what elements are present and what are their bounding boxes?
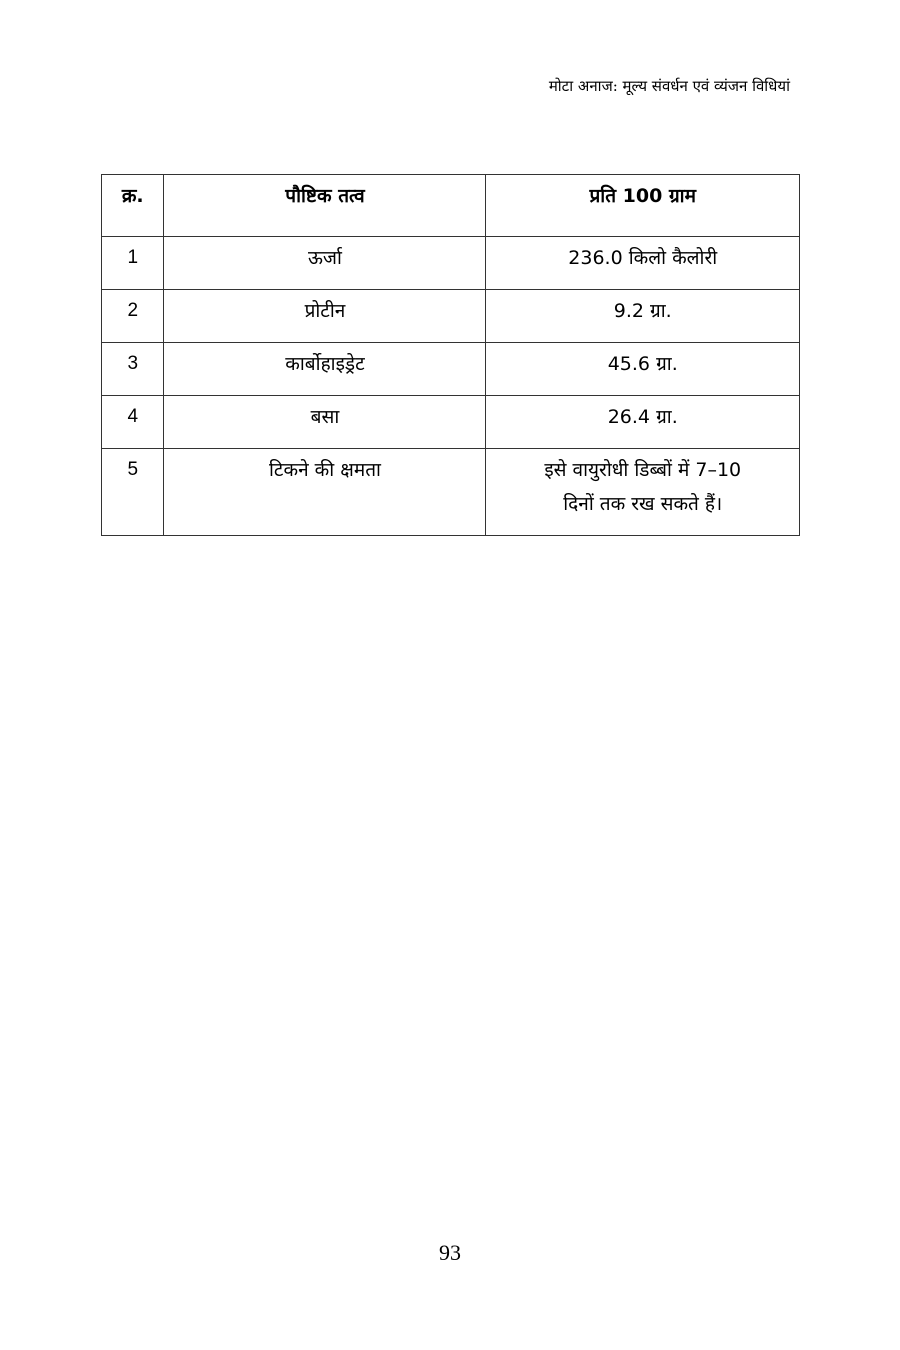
table-row <box>102 237 800 290</box>
row-nutrient: कार्बोहाइड्रेट <box>164 343 486 396</box>
row-sn: 1 <box>102 237 164 290</box>
row-value-line-1: इसे वायुरोधी डिब्बों में 7–10 <box>544 459 742 481</box>
column-header-per-100g: प्रति 100 ग्राम <box>486 175 800 237</box>
row-value: 45.6 ग्रा. <box>486 343 800 396</box>
row-sn: 2 <box>102 290 164 343</box>
nutrition-table <box>101 174 800 536</box>
table-row <box>102 343 800 396</box>
table-row <box>102 396 800 449</box>
running-header: मोटा अनाज: मूल्य संवर्धन एवं व्यंजन विधियां <box>548 77 790 95</box>
row-value: 9.2 ग्रा. <box>486 290 800 343</box>
row-nutrient: टिकने की क्षमता <box>164 449 486 536</box>
table-row <box>102 449 800 536</box>
table-header-row <box>102 175 800 237</box>
row-value <box>486 449 800 536</box>
row-value-line-2: दिनों तक रख सकते हैं। <box>563 493 723 515</box>
row-value: 236.0 किलो कैलोरी <box>486 237 800 290</box>
row-nutrient: प्रोटीन <box>164 290 486 343</box>
table-row <box>102 290 800 343</box>
row-value: 26.4 ग्रा. <box>486 396 800 449</box>
row-sn: 3 <box>102 343 164 396</box>
row-sn: 4 <box>102 396 164 449</box>
row-nutrient: बसा <box>164 396 486 449</box>
column-header-nutrient: पौष्टिक तत्व <box>164 175 486 237</box>
row-sn: 5 <box>102 449 164 536</box>
column-header-sn: क्र. <box>102 175 164 237</box>
page-number: 93 <box>439 1240 461 1265</box>
row-nutrient: ऊर्जा <box>164 237 486 290</box>
